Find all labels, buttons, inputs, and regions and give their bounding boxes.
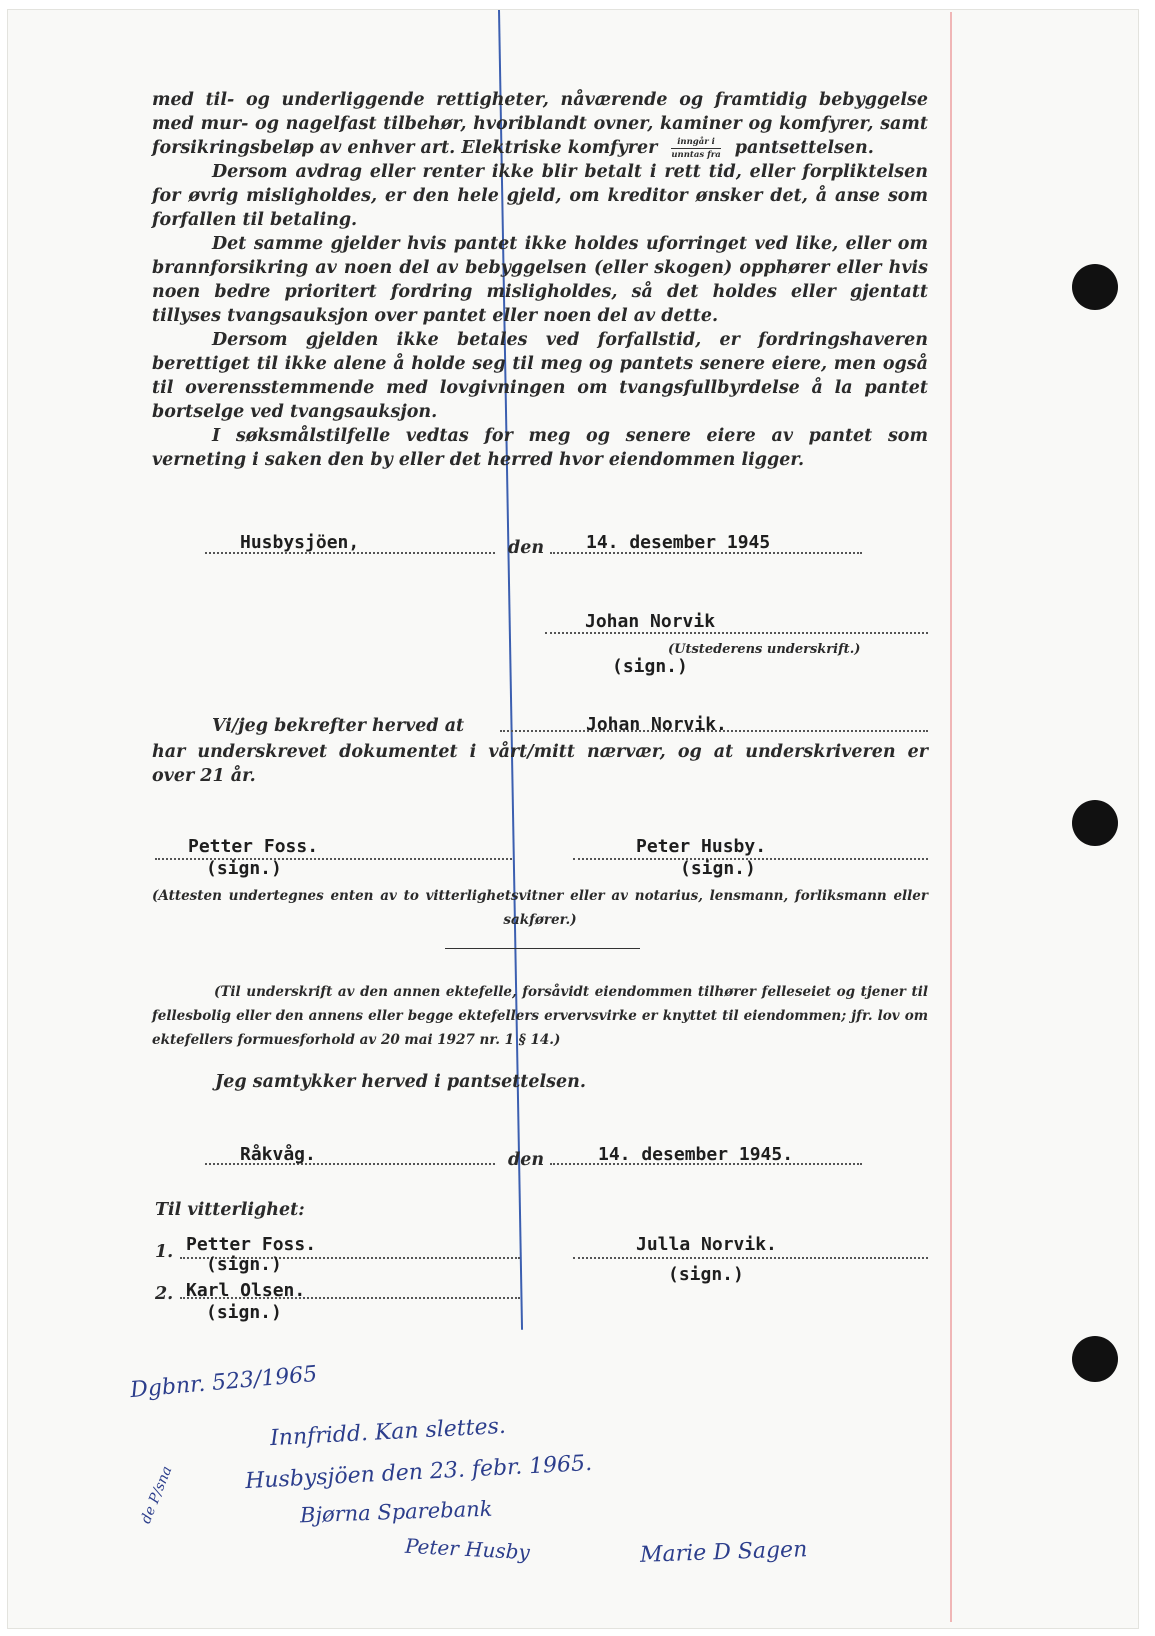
den-label: den [508,538,545,558]
handwritten-side-note: de P/sna [138,1464,176,1526]
spouse-note: (Til underskrift av den annen ektefelle, forsåvidt eiendommen tilhører felleseiet og tjener til fellesbolig eller den annens eller begge ektefellers ervervsvirke er knyttet til eiendommen; jfr. lov om ektefellers formuesforhold av 20 mai 1927 nr. 1 § 14.) [152,984,928,1048]
attest-prefix: Vi/jeg bekrefter herved at [212,716,465,736]
issuer-name: Johan Norvik [585,611,716,632]
witness2-name: Peter Husby. [636,836,767,857]
divider [445,948,640,949]
witness-num-2: 2. [155,1284,174,1304]
consent-place: Råkvåg. [240,1144,316,1165]
witness-sign-1: (sign.) [206,1254,282,1275]
signing-place: Husbysjöen, [240,532,360,553]
margin-rule [950,12,952,1622]
handwritten-line3: Bjørna Sparebank [299,1496,493,1528]
paragraph-maintenance: Det samme gjelder hvis pantet ikke holdes uforringet ved like, eller om brannforsikring av noen del av bebyggelsen (eller skogen) opphører eller hvis noen bedre prioritert fordring misligholdes, så det holdes eller gjentatt tillyses tvangsauksjon over pantet eller noen del av dette. [152,234,928,326]
witness-heading: Til vitterlighet: [155,1200,305,1220]
punch-hole-top [1072,264,1118,310]
paragraph-venue: I søksmålstilfelle vedtas for meg og senere eiere av pantet som verneting i saken den by eller det herred hvor eiendommen ligger. [152,426,928,470]
witness-name-2: Karl Olsen. [186,1280,306,1301]
paragraph-forced-sale: Dersom gjelden ikke betales ved forfallstid, er fordringshaveren berettiget til ikke alene å holde seg til meg og pantets senere eiere, men også til overensstemmende med lovgivningen om tvangsfullbyrdelse å la pantet bortselge ved tvangsauksjon. [152,330,928,422]
signing-date: 14. desember 1945 [586,532,771,553]
witness2-sign: (sign.) [680,858,756,879]
witness-num-1: 1. [155,1242,174,1262]
witness-sign-2: (sign.) [206,1302,282,1323]
den2-label: den [508,1150,545,1170]
punch-hole-bottom [1072,1336,1118,1382]
witness1-name: Petter Foss. [188,836,319,857]
witness-name-1: Petter Foss. [186,1234,317,1255]
issuer-caption: (Utstederens underskrift.) [668,642,861,657]
legal-text [152,88,928,472]
handwritten-dagbok: Dgbnr. 523/1965 [129,1361,319,1404]
signature-line [545,632,928,634]
attest-note: (Attesten undertegnes enten av to vitterlighetsvitner eller av notarius, lensmann, forliksmann eller sakfører.) [152,888,928,928]
consent-date: 14. desember 1945. [598,1144,794,1165]
attest-text: har underskrevet dokumentet i vårt/mitt nærvær, og at underskriveren er over 21 år. [152,742,928,786]
punch-hole-middle [1072,800,1118,846]
spouse-name: Julla Norvik. [636,1234,777,1255]
issuer-sign: (sign.) [612,656,688,677]
witness1-sign: (sign.) [206,858,282,879]
paragraph-default: Dersom avdrag eller renter ikke blir betalt i rett tid, eller forpliktelsen for øvrig misligholdes, er den hele gjeld, om kreditor ønsker det, å anse som forfallen til betaling. [152,162,928,230]
attest-name: Johan Norvik. [586,714,727,735]
handwritten-signature-2: Marie D Sagen [639,1537,808,1568]
handwritten-signature-1: Peter Husby [404,1533,531,1565]
stove-fraction: $\frac{\text{inngår i}}{\text{unntas fra}}$ [671,137,721,160]
paragraph-property: med til- og underliggende rettigheter, nåværende og framtidig bebyggelse med mur- og nagelfast tilbehør, hvoriblandt ovner, kaminer og komfyrer, samt forsikringsbeløp av enhver art. Elektriske komfyrer $\frac{\text{inngår i}}{\text{unntas fra}}$ pantsettelsen. [152,90,928,160]
handwritten-line1: Innfridd. Kan slettes. [269,1413,507,1452]
spouse-sign: (sign.) [668,1264,744,1285]
spouse-signature-line [573,1257,928,1259]
handwritten-line2: Husbysjöen den 23. febr. 1965. [244,1450,593,1495]
consent-text: Jeg samtykker herved i pantsettelsen. [215,1072,586,1092]
